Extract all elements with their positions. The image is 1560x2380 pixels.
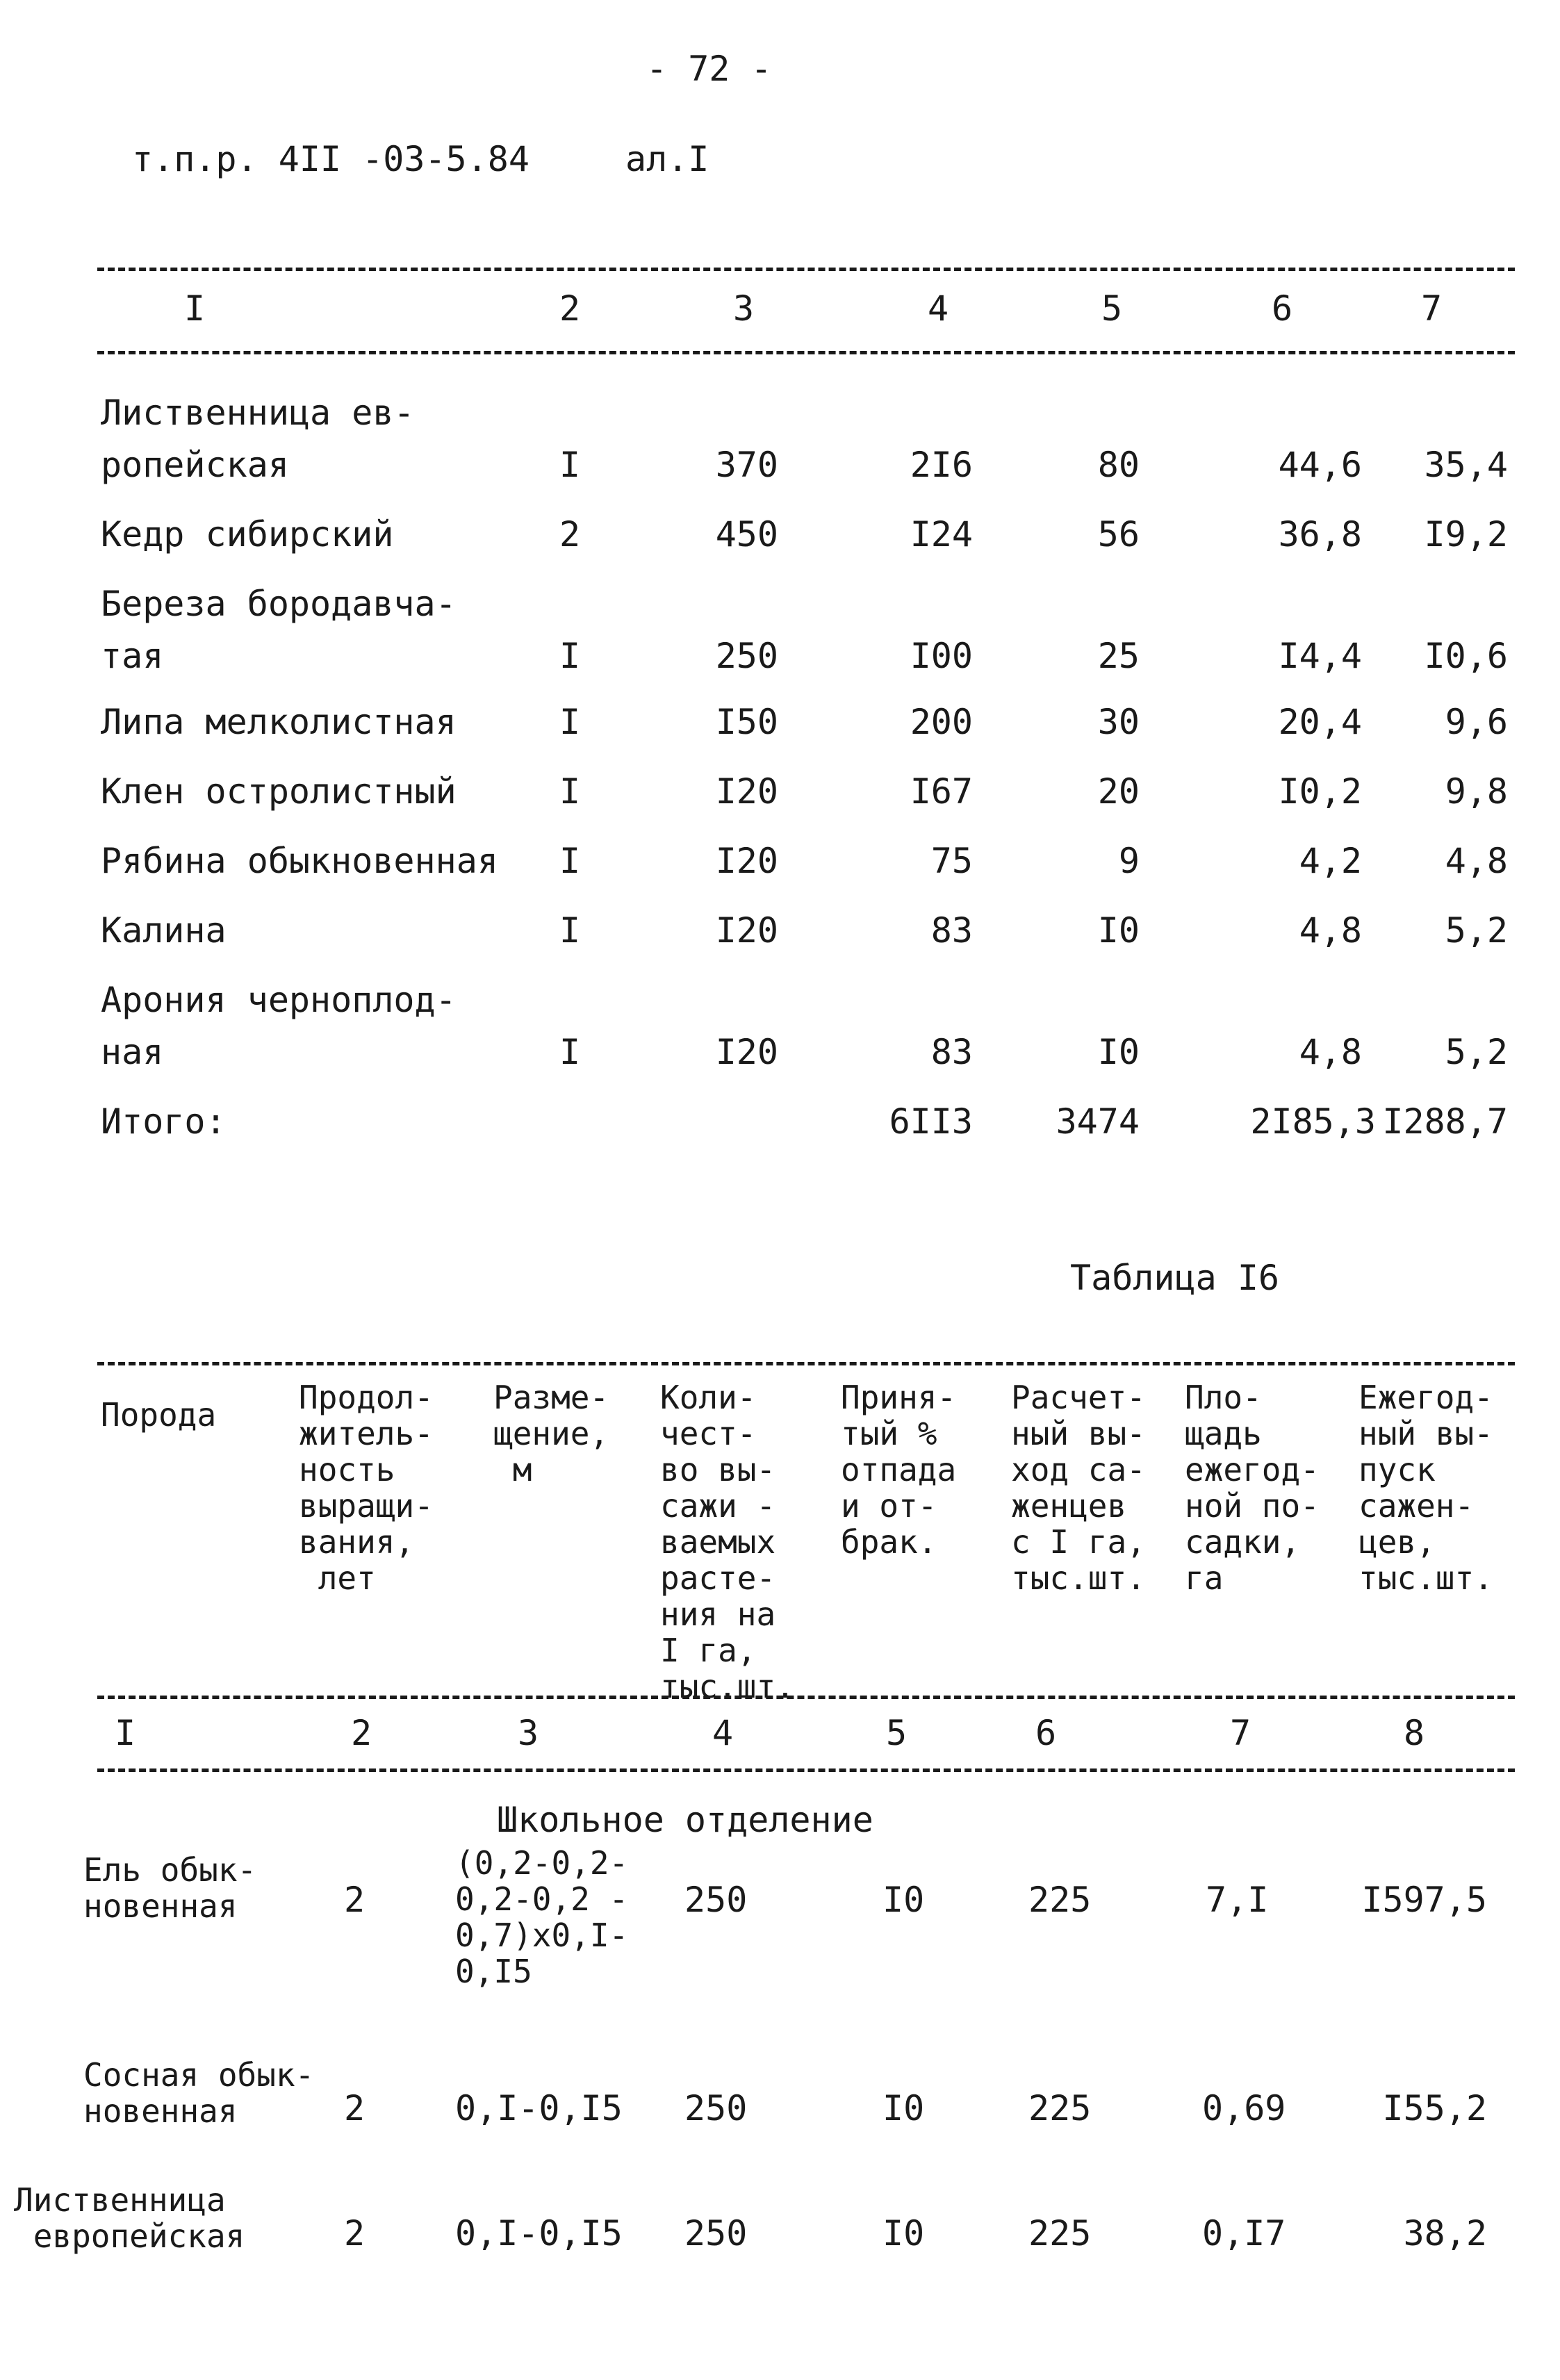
cell-c8: 38,2 — [1403, 2213, 1487, 2254]
col-number: 2 — [559, 288, 581, 329]
cell-c2: I — [559, 702, 581, 742]
cell-c5: 56 — [1097, 514, 1140, 555]
col-number: 3 — [732, 288, 755, 329]
species-name: Сосная обык- новенная — [83, 2056, 315, 2130]
cell-c4: 250 — [684, 1880, 748, 1920]
cell-c4: 2I6 — [910, 445, 973, 485]
cell-c2: I — [559, 910, 581, 951]
col-number: 2 — [350, 1713, 372, 1753]
cell-c7: 4,8 — [1445, 841, 1508, 881]
cell-c3: I20 — [715, 1032, 778, 1072]
cell-c5: 9 — [1118, 841, 1140, 881]
header-spacing: Разме- щение, м — [493, 1379, 609, 1488]
cell-c3: I20 — [715, 771, 778, 812]
species-name: Липа мелколистная — [101, 702, 457, 742]
species-name: Кедр сибирский — [101, 514, 394, 555]
cell-c2: I — [559, 1032, 581, 1072]
cell-c6: 20,4 — [1278, 702, 1362, 742]
cell-c4: 200 — [910, 702, 973, 742]
cell-c6: 225 — [1028, 2213, 1092, 2254]
col-number: 7 — [1420, 288, 1443, 329]
cell-c5: I0 — [882, 2213, 925, 2254]
header-area: Пло- щадь ежегод- ной по- садки, га — [1185, 1379, 1320, 1597]
cell-c6: 225 — [1028, 1880, 1092, 1920]
col-number: I — [114, 1713, 136, 1753]
species-name: Рябина обыкновенная — [101, 841, 498, 881]
cell-c5: I0 — [1097, 1032, 1140, 1072]
col-number: 6 — [1035, 1713, 1057, 1753]
cell-c2: 2 — [343, 2213, 366, 2254]
header-species: Порода — [101, 1396, 217, 1434]
col-number: 6 — [1271, 288, 1293, 329]
cell-c2: I — [559, 841, 581, 881]
cell-c7: 5,2 — [1445, 910, 1508, 951]
cell-c2: I — [559, 445, 581, 485]
cell-c4: 250 — [684, 2213, 748, 2254]
species-name: Ель обык- новенная — [83, 1851, 257, 1925]
cell-c2: I — [559, 771, 581, 812]
cell-c6: I0,2 — [1278, 771, 1362, 812]
cell-c6: 4,2 — [1299, 841, 1362, 881]
cell-c6: I4,4 — [1278, 636, 1362, 676]
cell-c6: 4,8 — [1299, 910, 1362, 951]
cell-c3: 0,I-0,I5 — [455, 2213, 623, 2254]
cell-c2: I — [559, 636, 581, 676]
cell-c7: 9,8 — [1445, 771, 1508, 812]
cell-c4: I67 — [910, 771, 973, 812]
document-reference: т.п.р. 4II -03-5.84 — [132, 139, 529, 179]
cell-c5: I0 — [882, 2088, 925, 2128]
species-name: Калина — [101, 910, 227, 951]
col-number: 3 — [517, 1713, 539, 1753]
cell-c3: 250 — [715, 636, 778, 676]
col-number: 7 — [1229, 1713, 1251, 1753]
table2-header-rule — [97, 1696, 1515, 1699]
cell-c3: (0,2-0,2- 0,2-0,2 - 0,7)х0,I- 0,I5 — [455, 1844, 629, 1990]
cell-c7: 35,4 — [1424, 445, 1508, 485]
cell-c5: 30 — [1097, 702, 1140, 742]
species-name: тая — [101, 636, 164, 676]
cell-c6: 44,6 — [1278, 445, 1362, 485]
cell-c4: 83 — [930, 1032, 973, 1072]
col-number: 5 — [885, 1713, 908, 1753]
cell-c4: 83 — [930, 910, 973, 951]
cell-c8: I597,5 — [1361, 1880, 1487, 1920]
cell-c4: I00 — [910, 636, 973, 676]
col-number: 4 — [927, 288, 949, 329]
table2-numbers-rule — [97, 1768, 1515, 1772]
cell-c8: I55,2 — [1382, 2088, 1487, 2128]
cell-c7: 5,2 — [1445, 1032, 1508, 1072]
cell-c7: 0,I7 — [1202, 2213, 1286, 2254]
cell-c3: 0,I-0,I5 — [455, 2088, 623, 2128]
total-c7: I288,7 — [1382, 1101, 1508, 1142]
species-name: Лиственница европейская — [14, 2181, 245, 2255]
cell-c5: I0 — [882, 1880, 925, 1920]
cell-c3: I20 — [715, 841, 778, 881]
cell-c5: 20 — [1097, 771, 1140, 812]
total-c5: 3474 — [1056, 1101, 1140, 1142]
table1-top-rule — [97, 268, 1515, 271]
header-planted-qty: Коли- чест- во вы- сажи - ваемых расте- ния на I га, тыс.шт. — [660, 1379, 795, 1705]
species-name: Клен остролистный — [101, 771, 457, 812]
table-caption: Таблица I6 — [1070, 1258, 1280, 1298]
cell-c7: 9,6 — [1445, 702, 1508, 742]
cell-c6: 36,8 — [1278, 514, 1362, 555]
cell-c2: 2 — [343, 1880, 366, 1920]
col-number: 5 — [1101, 288, 1123, 329]
page-number: - 72 - — [646, 49, 772, 89]
cell-c5: 80 — [1097, 445, 1140, 485]
header-loss-pct: Приня- тый % отпада и от- брак. — [841, 1379, 957, 1561]
cell-c4: 75 — [930, 841, 973, 881]
cell-c4: 250 — [684, 2088, 748, 2128]
header-yield: Расчет- ный вы- ход са- женцев с I га, тыс.шт. — [1011, 1379, 1146, 1597]
cell-c3: I50 — [715, 702, 778, 742]
cell-c5: 25 — [1097, 636, 1140, 676]
cell-c7: I9,2 — [1424, 514, 1508, 555]
species-name: Лиственница ев- — [101, 393, 415, 433]
cell-c7: 7,I — [1206, 1880, 1269, 1920]
total-c4: 6II3 — [889, 1101, 973, 1142]
col-number: 8 — [1403, 1713, 1425, 1753]
header-duration: Продол- житель- ность выращи- вания, лет — [299, 1379, 434, 1597]
cell-c6: 225 — [1028, 2088, 1092, 2128]
table2-top-rule — [97, 1362, 1515, 1365]
cell-c2: 2 — [559, 514, 581, 555]
total-label: Итого: — [101, 1101, 227, 1142]
table1-header-rule — [97, 351, 1515, 354]
species-name: Береза бородавча- — [101, 584, 457, 624]
species-name: Арония черноплод- — [101, 980, 457, 1020]
cell-c3: 450 — [715, 514, 778, 555]
cell-c7: I0,6 — [1424, 636, 1508, 676]
col-number: I — [183, 288, 206, 329]
cell-c2: 2 — [343, 2088, 366, 2128]
cell-c3: 370 — [715, 445, 778, 485]
cell-c5: I0 — [1097, 910, 1140, 951]
cell-c3: I20 — [715, 910, 778, 951]
cell-c6: 4,8 — [1299, 1032, 1362, 1072]
cell-c7: 0,69 — [1202, 2088, 1286, 2128]
species-name: ропейская — [101, 445, 289, 485]
header-annual-output: Ежегод- ный вы- пуск сажен- цев, тыс.шт. — [1358, 1379, 1493, 1597]
sheet-label: ал.I — [625, 139, 709, 179]
species-name: ная — [101, 1032, 164, 1072]
cell-c4: I24 — [910, 514, 973, 555]
col-number: 4 — [712, 1713, 734, 1753]
total-c6: 2I85,3 — [1250, 1101, 1376, 1142]
section-label: Школьное отделение — [497, 1800, 873, 1840]
